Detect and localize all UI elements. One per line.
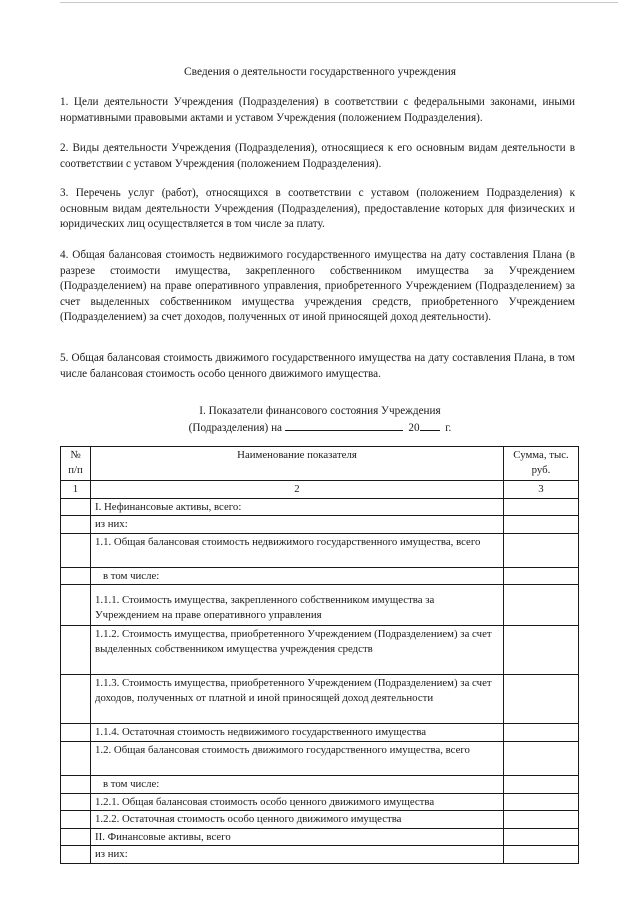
table-row [61,533,579,567]
column-number-1: 1 [61,481,91,499]
header-sum: Сумма, тыс. руб. [504,447,579,481]
row-label: 1.2.1. Общая балансовая стоимость особо ценного движимого имущества [91,793,504,811]
column-numbers-row [61,481,579,499]
table-row [61,741,579,775]
paragraph-1: 1. Цели деятельности Учреждения (Подразделения) в соответствии с федеральными законами, иными нормативными правовыми актами и уставом Учреждения (положением Подразделения). [60,96,575,124]
table-row [61,626,579,675]
row-label: 1.2. Общая балансовая стоимость движимого государственного имущества, всего [91,741,504,775]
table-row [61,724,579,742]
table-row [61,846,579,864]
table-row [61,567,579,585]
table-date-suffix: г. [445,422,452,434]
column-number-2: 2 [91,481,504,499]
row-label: из них: [91,516,504,534]
table-title: I. Показатели финансового состояния Учреждения [199,405,441,417]
row-label: 1.1.3. Стоимость имущества, приобретенного Учреждением (Подразделением) за счет доходов, полученных от платной и иной приносящей доход деятельности [91,675,504,724]
table-header-row [61,447,579,481]
column-number-3: 3 [504,481,579,499]
scan-edge-line [60,2,618,3]
paragraph-4: 4. Общая балансовая стоимость недвижимого государственного имущества на дату составления Плана (в разрезе стоимости имущества, закрепленного собственником имущества за Учреждением (Подразделением) на праве оперативного управления, приобретенного Учреждением (Подразделением) за счет выделенных собственником имущества учреждения средств, приобретенного Учреждением (Подразделением) за счет доходов, полученных от иной приносящей доход деятельности). [60,249,575,324]
header-num: № п/п [61,447,91,481]
document-heading: Сведения о деятельности государственного учреждения [184,66,456,78]
paragraph-3: 3. Перечень услуг (работ), относящихся в соответствии с уставом (положением Подразделения) к основным видам деятельности Учреждения (Подразделения), предоставление которых для физических и юридических лиц осуществляется в том числе за плату. [60,187,575,231]
row-label: I. Нефинансовые активы, всего: [91,498,504,516]
paragraph-2: 2. Виды деятельности Учреждения (Подразделения), относящиеся к его основным видам деятельности в соответствии с уставом Учреждения (положением Подразделения). [60,142,575,170]
paragraph-5: 5. Общая балансовая стоимость движимого государственного имущества на дату составления Плана, в том числе балансовая стоимость особо ценного движимого имущества. [60,352,575,380]
table-date-year: 20 [408,422,420,434]
table-row [61,793,579,811]
table-row [61,811,579,829]
row-label: в том числе: [91,567,504,585]
row-label: 1.1. Общая балансовая стоимость недвижимого государственного имущества, всего [91,533,504,567]
row-label: 1.2.2. Остаточная стоимость особо ценного движимого имущества [91,811,504,829]
row-label: в том числе: [91,775,504,793]
table-row [61,775,579,793]
table-row [61,498,579,516]
header-name: Наименование показателя [91,447,504,481]
row-label: 1.1.4. Остаточная стоимость недвижимого государственного имущества [91,724,504,742]
row-label: 1.1.1. Стоимость имущества, закрепленного собственником имущества за Учреждением на праве оперативного управления [91,585,504,626]
financial-indicators-table [60,446,579,864]
row-label: из них: [91,846,504,864]
year-blank-field [420,419,440,431]
table-row [61,675,579,724]
table-row [61,828,579,846]
table-row [61,585,579,626]
date-blank-field [285,419,403,431]
table-date-prefix: (Подразделения) на [188,422,283,434]
table-date-line [0,419,640,437]
row-label: 1.1.2. Стоимость имущества, приобретенного Учреждением (Подразделением) за счет выделенных собственником имущества учреждения средств [91,626,504,675]
table-row [61,516,579,534]
row-label: II. Финансовые активы, всего [91,828,504,846]
